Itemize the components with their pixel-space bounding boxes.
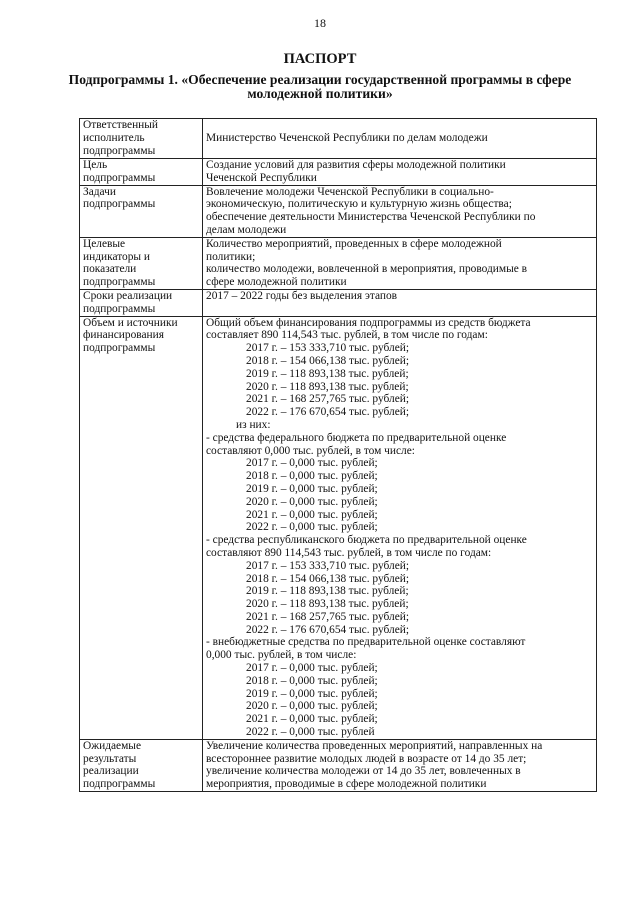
federal-intro: - средства федерального бюджета по предварительной оценке составляют 0,000 тыс. рублей, в том числе: <box>206 431 507 457</box>
row-value: Количество мероприятий, проведенных в сфере молодежной политики; количество молодежи, вовлеченной в мероприятия, проводимые в сфере молодежной политики <box>203 237 597 289</box>
row-value: Министерство Чеченской Республики по делам молодежи <box>203 119 597 159</box>
page-subtitle: Подпрограммы 1. «Обеспечение реализации государственной программы в сфере молодежной политики» <box>68 72 572 101</box>
of-them-label: из них: <box>236 418 271 431</box>
row-label: Ожидаемые результаты реализации подпрограммы <box>80 739 203 791</box>
passport-table <box>79 118 597 792</box>
row-value: Создание условий для развития сферы молодежной политики Чеченской Республики <box>203 159 597 186</box>
row-value: Вовлечение молодежи Чеченской Республики в социально- экономическую, политическую и культурную жизнь общества; обеспечение деятельности Министерства Чеченской Республики по делам молодежи <box>203 185 597 237</box>
row-value: Увеличение количества проведенных мероприятий, направленных на всестороннее развитие молодых людей в возрасте от 14 до 35 лет; увеличение количества молодежи от 14 до 35 лет, вовлеченных в мероприятия, проводимые в сфере молодежной политики <box>203 739 597 791</box>
row-label: Сроки реализации подпрограммы <box>80 289 203 316</box>
row-label: Задачи подпрограммы <box>80 185 203 237</box>
row-label: Целевые индикаторы и показатели подпрограммы <box>80 237 203 289</box>
row-label: Объем и источники финансирования подпрограммы <box>80 316 203 739</box>
table-row <box>80 185 597 237</box>
financing-total-intro: Общий объем финансирования подпрограммы из средств бюджета составляет 890 114,543 тыс. рублей, в том числе по годам: <box>206 316 531 342</box>
federal-years: 2017 г. – 0,000 тыс. рублей; 2018 г. – 0,000 тыс. рублей; 2019 г. – 0,000 тыс. рублей; 2020 г. – 0,000 тыс. рублей; 2021 г. – 0,000 тыс. рублей; 2022 г. – 0,000 тыс. рублей; <box>246 457 378 534</box>
row-label: Ответственный исполнитель подпрограммы <box>80 119 203 159</box>
republic-intro: - средства республиканского бюджета по предварительной оценке составляют 890 114,543 тыс. рублей, в том числе по годам: <box>206 534 527 559</box>
page-number: 18 <box>314 16 326 30</box>
page-title: ПАСПОРТ <box>283 51 357 67</box>
table-row <box>80 237 597 289</box>
row-value: 2017 – 2022 годы без выделения этапов <box>203 289 597 316</box>
table-row <box>80 289 597 316</box>
row-label: Цель подпрограммы <box>80 159 203 186</box>
extra-budget-intro: - внебюджетные средства по предварительной оценке составляют 0,000 тыс. рублей, в том числе: <box>206 636 526 662</box>
republic-years: 2017 г. – 153 333,710 тыс. рублей; 2018 г. – 154 066,138 тыс. рублей; 2019 г. – 118 893,138 тыс. рублей; 2020 г. – 118 893,138 тыс. рублей; 2021 г. – 168 257,765 тыс. рублей; 2022 г. – 176 670,654 тыс. рублей; <box>246 559 410 636</box>
row-value <box>203 316 597 739</box>
table-row <box>80 739 597 791</box>
table-row <box>80 119 597 159</box>
table-row <box>80 316 597 739</box>
financing-total-years: 2017 г. – 153 333,710 тыс. рублей; 2018 г. – 154 066,138 тыс. рублей; 2019 г. – 118 893,138 тыс. рублей; 2020 г. – 118 893,138 тыс. рублей; 2021 г. – 168 257,765 тыс. рублей; 2022 г. – 176 670,654 тыс. рублей; <box>246 342 410 419</box>
table-row <box>80 159 597 186</box>
extra-budget-years: 2017 г. – 0,000 тыс. рублей; 2018 г. – 0,000 тыс. рублей; 2019 г. – 0,000 тыс. рублей; 2020 г. – 0,000 тыс. рублей; 2021 г. – 0,000 тыс. рублей; 2022 г. – 0,000 тыс. рублей <box>246 662 378 739</box>
